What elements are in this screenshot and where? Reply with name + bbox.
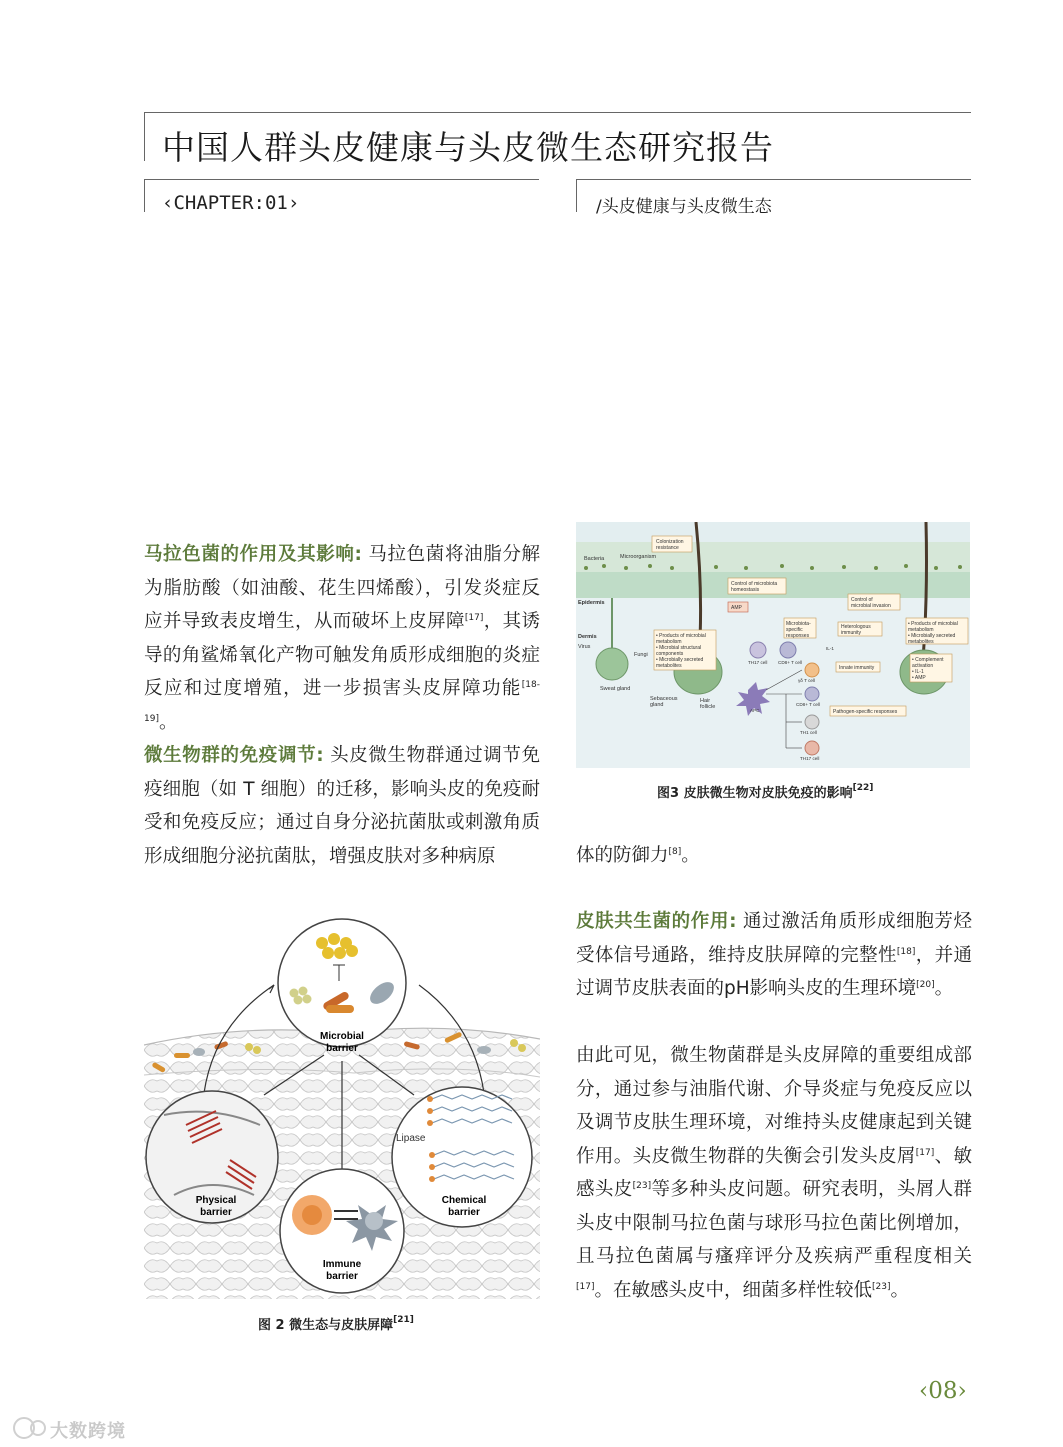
sweat-gland-label: Sweat gland — [600, 686, 631, 692]
pathogen-specific-label: Pathogen-specific responses — [833, 709, 898, 715]
paragraph-text: 体的防御力 — [576, 845, 669, 866]
caption-text: 图3 皮肤微生物对皮肤免疫的影响 — [657, 786, 853, 801]
citation: [21] — [393, 1315, 414, 1325]
products-left-1: • Products of microbial — [656, 633, 706, 639]
complement-2: activation — [912, 663, 934, 669]
figure2-caption — [258, 1314, 414, 1333]
products-right-2: metabolism — [908, 627, 934, 633]
paragraph-lead: 皮肤共生菌的作用: — [576, 911, 737, 932]
microbiota-specific-3: responses — [786, 633, 810, 639]
th1-label: TH1 cell — [800, 730, 817, 735]
microbial-barrier-label-1: Microbial — [320, 1031, 364, 1042]
cd8-label: CD8+ T cell — [778, 660, 802, 665]
page-title: 中国人群头皮健康与头皮微生态研究报告 — [162, 128, 774, 167]
paragraph-immune — [144, 739, 540, 873]
paragraph-immune-continued — [576, 839, 972, 873]
paragraph-text: 。 — [934, 978, 954, 999]
paragraph-commensal — [576, 905, 972, 1006]
complement-4: • AMP — [912, 675, 926, 681]
products-left-5: • Microbially secreted — [656, 657, 704, 663]
paragraph-text: 由此可见，微生物菌群是头皮屏障的重要组成部分，通过参与油脂代谢、介导炎症与免疫反应以及调节皮肤生理环境，对维持头皮健康起到关键作用。头皮微生物群的失衡会引发头皮屑 — [576, 1045, 972, 1167]
complement-1: • Complement — [912, 657, 944, 663]
gd-t-label: γδ T cell — [798, 678, 816, 683]
citation: [22] — [852, 783, 874, 793]
physical-barrier-label-2: barrier — [200, 1207, 232, 1218]
th17b-label: TH17 cell — [800, 756, 820, 761]
figure-microbiome-skin-barrier — [144, 915, 540, 1299]
figure-skin-microbe-immunity — [576, 522, 970, 768]
control-homeostasis-2: homeostasis — [731, 587, 760, 593]
citation: [17] — [576, 1281, 595, 1292]
paragraph-text: 通过激活角质形成细胞芳烃受体信号通路，维持皮肤屏障的完整性 — [576, 911, 972, 966]
sebaceous-label-2: gland — [650, 702, 664, 708]
citation: [18] — [896, 946, 916, 957]
paragraph-text: 等多种头皮问题。研究表明，头屑人群头皮中限制马拉色菌与球形马拉色菌比例增加，且马拉色菌属与瘙痒评分及疾病严重程度相关 — [576, 1179, 972, 1267]
products-right-3: • Microbially secreted — [908, 633, 956, 639]
paragraph-text: ，其诱导的角鲨烯氧化产物可触发角质形成细胞的炎症反应和过度增殖，进一步损害头皮屏障功能 — [144, 611, 540, 699]
heterologous-2: immunity — [841, 630, 862, 636]
colonization-label-1: Colonization — [656, 539, 684, 545]
chapter-label: ‹CHAPTER:01› — [162, 192, 300, 214]
paragraph-summary — [576, 1039, 972, 1307]
microorganism-label: Microorganism — [620, 554, 657, 560]
citation: [18-19] — [144, 680, 540, 724]
virus-label: Virus — [578, 644, 591, 650]
paragraph-text: ，并通过调节皮肤表面的pH影响头皮的生理环境 — [576, 944, 972, 999]
paragraph-text: 。 — [681, 845, 700, 866]
paragraph-text: 。在敏感头皮中，细菌多样性较低 — [594, 1279, 872, 1301]
hair-follicle-label-2: follicle — [700, 704, 716, 710]
citation: [23] — [632, 1181, 652, 1191]
dermis-label: Dermis — [578, 634, 597, 640]
immune-barrier-label-2: barrier — [326, 1271, 358, 1282]
chemical-barrier-label-1: Chemical — [441, 1195, 487, 1206]
microbial-barrier-label-2: barrier — [326, 1043, 358, 1054]
paragraph-text: 。 — [158, 711, 178, 733]
products-right-4: metabolites — [908, 639, 934, 645]
products-left-3: • Microbial structural — [656, 645, 702, 651]
chemical-barrier-label-2: barrier — [448, 1207, 480, 1218]
paragraph-lead: 马拉色菌的作用及其影响: — [144, 544, 362, 565]
apc-label: APC — [750, 708, 760, 713]
immune-barrier-label-1: Immune — [322, 1259, 362, 1270]
caption-text: 图 2 微生态与皮肤屏障 — [258, 1318, 394, 1333]
watermark-text: 大数跨境 — [50, 1421, 126, 1442]
citation: [23] — [872, 1281, 891, 1292]
citation: [17] — [464, 613, 484, 623]
bacteria-label: Bacteria — [584, 556, 605, 562]
hair-follicle-label-1: Hair — [700, 698, 711, 704]
paragraph-text: 、敏感头皮 — [576, 1145, 972, 1200]
control-invasion-1: Control of — [851, 597, 873, 603]
heterologous-1: Heterologous — [841, 624, 871, 630]
figure3-caption — [657, 782, 873, 801]
control-invasion-2: microbial invasion — [851, 603, 891, 609]
page-number: ‹08› — [919, 1378, 967, 1404]
citation: [20] — [916, 980, 935, 990]
citation: [8] — [668, 847, 682, 857]
colonization-label-2: resistance — [656, 545, 679, 551]
products-left-4: components — [656, 651, 684, 657]
products-right-1: • Products of microbial — [908, 621, 958, 627]
physical-barrier-label-1: Physical — [195, 1195, 237, 1206]
control-homeostasis-1: Control of microbiota — [731, 581, 778, 587]
epidermis-label: Epidermis — [578, 600, 605, 606]
products-left-2: metabolism — [656, 639, 682, 645]
innate-immunity-label: Innate immunity — [839, 665, 875, 671]
fungi-label: Fungi — [634, 652, 648, 658]
paragraph-lead: 微生物群的免疫调节: — [144, 745, 324, 766]
sebaceous-label-1: Sebaceous — [650, 696, 678, 702]
complement-3: • IL-1 — [912, 669, 924, 675]
paragraph-text: 。 — [890, 1279, 909, 1301]
microbiota-specific-1: Microbiota- — [786, 621, 811, 627]
paragraph-malassezia — [144, 538, 540, 739]
paragraph-text: 马拉色菌将油脂分解为脂肪酸（如油酸、花生四烯酸），引发炎症反应并导致表皮增生，从而破坏上皮屏障 — [144, 544, 540, 632]
th17-label: TH17 cell — [748, 660, 768, 665]
products-left-6: metabolites — [656, 663, 682, 669]
section-label: /头皮健康与头皮微生态 — [596, 197, 772, 217]
amp-label: AMP — [731, 605, 742, 611]
lipase-label: Lipase — [396, 1133, 426, 1144]
il1-label: IL-1 — [826, 646, 834, 651]
cd8b-label: CD8+ T cell — [796, 702, 820, 707]
paragraph-text: 头皮微生物群通过调节免疫细胞（如 T 细胞）的迁移，影响头皮的免疫耐受和免疫反应；通过自身分泌抗菌肽或刺激角质形成细胞分泌抗菌肽，增强皮肤对多种病原 — [144, 745, 540, 867]
microbiota-specific-2: specific — [786, 627, 803, 633]
citation: [17] — [915, 1147, 935, 1158]
